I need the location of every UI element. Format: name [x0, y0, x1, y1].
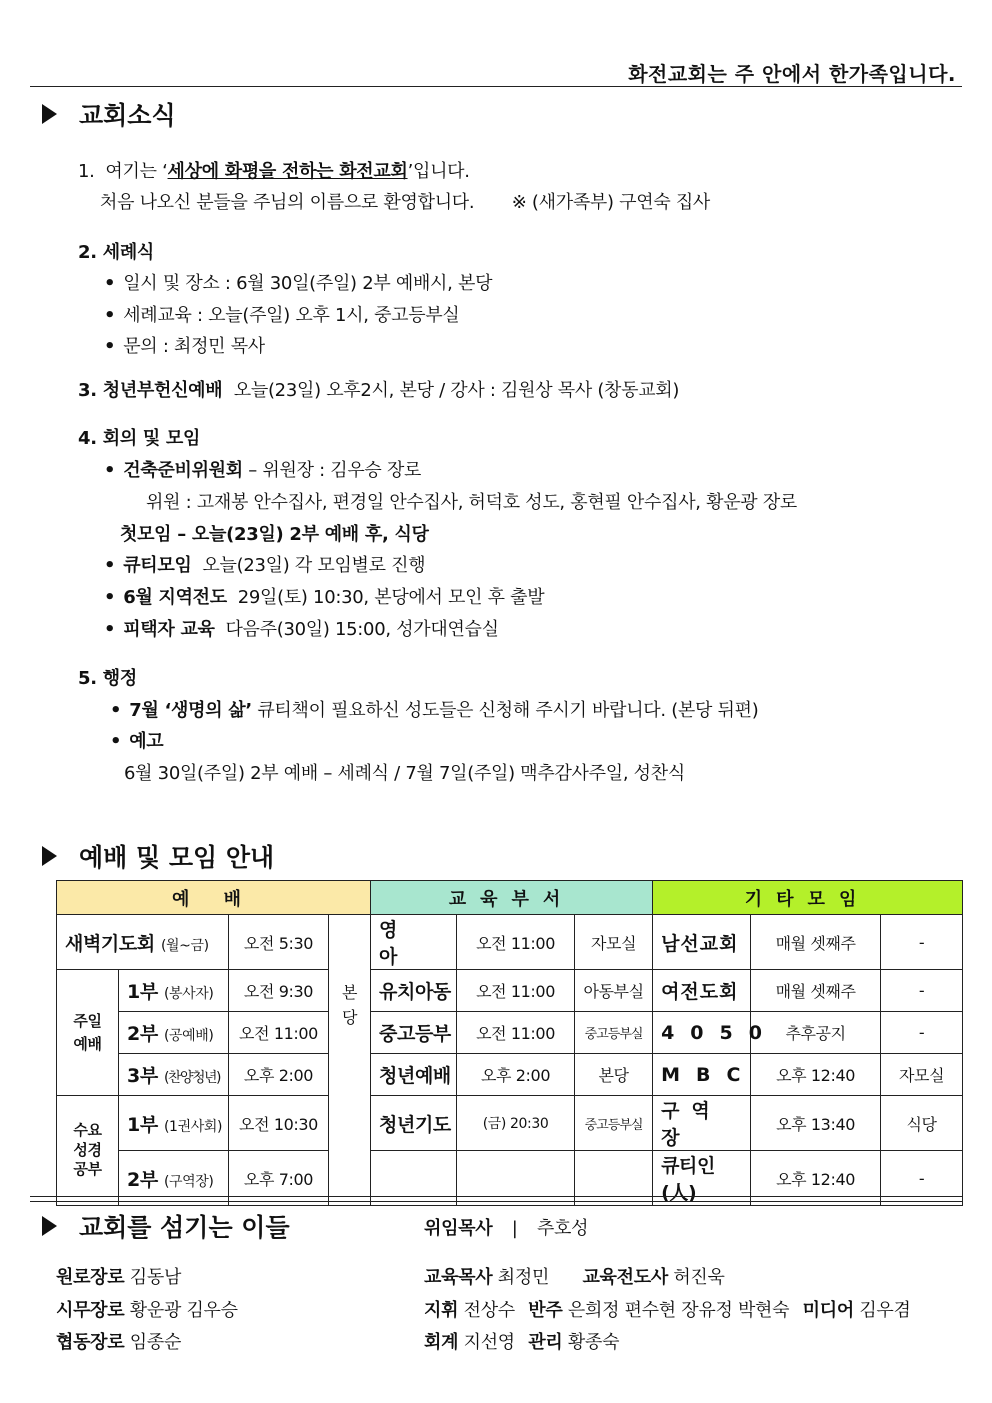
- item2-heading: 2. 세례식: [78, 242, 154, 263]
- table-row: [57, 1151, 963, 1206]
- staff-names: 허진욱: [673, 1267, 725, 1288]
- group-4050: 4050: [653, 1012, 751, 1054]
- item1-pre: 여기는 ‘: [105, 161, 168, 182]
- district-leaders-time: 오후 13:40: [751, 1096, 881, 1151]
- staff-role: 교육목사: [424, 1267, 493, 1288]
- service-1: [119, 970, 229, 1012]
- group-mbc: MBC: [653, 1054, 751, 1096]
- bible-study-1: [119, 1096, 229, 1151]
- worship-text: 예배: [73, 1034, 102, 1053]
- cell-sub: (월~금): [161, 937, 209, 954]
- welcome-text: 처음 나오신 분들을 주님의 이름으로 환영합니다.: [100, 192, 475, 213]
- infant-place: 자모실: [575, 915, 653, 970]
- women-mission-time: 매월 셋째주: [751, 970, 881, 1012]
- wed-text-2: 성경: [73, 1140, 102, 1159]
- service-1-time: 오전 9:30: [229, 970, 329, 1012]
- service-3-time: 오후 2:00: [229, 1054, 329, 1096]
- staff-left-1: [56, 1263, 181, 1289]
- staff-role: 시무장로: [56, 1300, 125, 1321]
- cell-sub: (찬양청년): [164, 1070, 221, 1086]
- cell-sub: (1권사회): [164, 1118, 223, 1135]
- young-adult-worship: 청년예배: [371, 1054, 457, 1096]
- qt-book-text: 큐티책이 필요하신 성도들은 신청해 주시기 바랍니다. (본당 뒤편): [251, 700, 759, 721]
- young-adult-prayer-time: (금) 20:30: [457, 1096, 575, 1151]
- welcome-line: [100, 188, 710, 214]
- youth-dept: 중고등부: [371, 1012, 457, 1054]
- staff-role: 원로장로: [56, 1267, 125, 1288]
- young-adult-prayer: 청년기도: [371, 1096, 457, 1151]
- bible-study-2: [119, 1151, 229, 1206]
- service-3: [119, 1054, 229, 1096]
- group-4050-time: 추후공지: [751, 1012, 881, 1054]
- item4-bullet-2: • 큐티모임 오늘(23일) 각 모임별로 진행: [104, 555, 426, 576]
- infant-time: 오전 11:00: [457, 915, 575, 970]
- table-row: [57, 1096, 963, 1151]
- baptism-contact: 문의 : 최정민 목사: [123, 336, 265, 357]
- bible-study-2-time: 오후 7:00: [229, 1151, 329, 1206]
- evangelism-text: 29일(토) 10:30, 본당에서 모인 후 출발: [237, 587, 545, 608]
- bible-study-1-time: 오전 10:30: [229, 1096, 329, 1151]
- item2-bullet-2: • 세례교육 : 오늘(주일) 오후 1시, 중고등부실: [104, 305, 460, 326]
- senior-pastor: [424, 1214, 588, 1240]
- empty-cell: [457, 1151, 575, 1206]
- staff-role: 관리: [528, 1332, 563, 1353]
- cell-name: 2부: [127, 1023, 158, 1045]
- triangle-bullet-icon: [42, 1216, 57, 1236]
- sunday-text: 주일: [73, 1012, 102, 1030]
- main-hall-cell: [329, 915, 371, 1096]
- young-adult-prayer-place: 중고등부실: [575, 1096, 653, 1151]
- qt-people: 큐티인(人): [653, 1151, 751, 1206]
- table-row: [57, 1054, 963, 1096]
- table-row: [57, 915, 963, 970]
- staff-role: 협동장로: [56, 1332, 125, 1353]
- qt-book-head: 7월 ‘생명의 삶’: [129, 700, 252, 721]
- women-mission-place: -: [881, 970, 963, 1012]
- baptism-education: 세례교육 : 오늘(주일) 오후 1시, 중고등부실: [123, 305, 460, 326]
- youth-dept-place: 중고등부실: [575, 1012, 653, 1054]
- men-mission: 남선교회: [653, 915, 751, 970]
- staff-names: 김동남: [129, 1267, 182, 1288]
- youth-worship-info: 오늘(23일) 오후2시, 본당 / 강사 : 김원상 목사 (창동교회): [233, 380, 680, 401]
- item2-bullet-3: • 문의 : 최정민 목사: [104, 336, 265, 357]
- item5-bullet-1: • 7월 ‘생명의 삶’ 큐티책이 필요하신 성도들은 신청해 주시기 바랍니다. (본당 뒤편): [110, 700, 759, 721]
- item3-heading: 3. 청년부헌신예배: [78, 380, 223, 401]
- young-adult-time: 오후 2:00: [457, 1054, 575, 1096]
- table-row: [57, 970, 963, 1012]
- staff-names: 은희정 편수현 장유정 박현숙: [567, 1300, 790, 1321]
- wednesday-bible-label: [57, 1096, 119, 1206]
- service-2-time: 오전 11:00: [229, 1012, 329, 1054]
- kindergarten-dept: 유치아동: [371, 970, 457, 1012]
- staff-names: 황운광 김우승: [129, 1300, 238, 1321]
- item4-heading: 4. 회의 및 모임: [78, 428, 201, 449]
- item1-post: ’입니다.: [407, 161, 470, 182]
- elect-education-text: 다음주(30일) 15:00, 성가대연습실: [225, 619, 499, 640]
- empty-cell: [575, 1151, 653, 1206]
- separator: |: [511, 1218, 518, 1239]
- committee-first-meeting: 첫모임 – 오늘(23일) 2부 예배 후, 식당: [120, 524, 429, 545]
- section-divider-bottom: [30, 1201, 962, 1202]
- staff-names: 전상수: [463, 1300, 515, 1321]
- baptism-schedule: 일시 및 장소 : 6월 30일(주일) 2부 예배시, 본당: [123, 273, 493, 294]
- item4-bullet-1: • 건축준비위원회 – 위원장 : 김우승 장로: [104, 460, 422, 481]
- staff-role: 지휘: [424, 1300, 459, 1321]
- item5-bullet-2: • 예고: [110, 731, 164, 752]
- youth-dept-time: 오전 11:00: [457, 1012, 575, 1054]
- news-title-text: 교회소식: [79, 101, 176, 130]
- worship-schedule-table: [56, 880, 963, 1206]
- church-slogan: 세상에 화평을 전하는 화전교회: [167, 161, 408, 182]
- group-4050-place: -: [881, 1012, 963, 1054]
- staff-names: 임종순: [129, 1332, 182, 1353]
- new-family-note: ※ (새가족부) 구연숙 집사: [511, 192, 711, 213]
- group-mbc-place: 자모실: [881, 1054, 963, 1096]
- triangle-bullet-icon: [42, 846, 57, 866]
- district-leaders: 구역장: [653, 1096, 751, 1151]
- staff-names: 최정민: [497, 1267, 550, 1288]
- section-divider-top: [30, 1196, 962, 1197]
- cell-sub: (공예배): [164, 1028, 214, 1044]
- empty-cell: [329, 1096, 371, 1206]
- table-row: [57, 1012, 963, 1054]
- notice-head: 예고: [129, 731, 164, 752]
- kindergarten-place: 아동부실: [575, 970, 653, 1012]
- cell-sub: (봉사자): [164, 986, 214, 1002]
- qt-meeting-head: 큐티모임: [123, 555, 192, 576]
- staff-left-3: [56, 1328, 181, 1354]
- motto: 화전교회는 주 안에서 한가족입니다.: [628, 62, 956, 86]
- item-number: 1.: [78, 161, 95, 182]
- staff-names: 황종숙: [567, 1332, 620, 1353]
- item4-bullet-4: • 피택자 교육 다음주(30일) 15:00, 성가대연습실: [104, 619, 499, 640]
- pastor-name: 추호성: [536, 1218, 589, 1239]
- qt-people-place: -: [881, 1151, 963, 1206]
- header-education: 교육부서: [371, 881, 653, 915]
- qt-people-time: 오후 12:40: [751, 1151, 881, 1206]
- staff-role: 회계: [424, 1332, 459, 1353]
- triangle-bullet-icon: [42, 104, 57, 124]
- kindergarten-time: 오전 11:00: [457, 970, 575, 1012]
- district-leaders-place: 식당: [881, 1096, 963, 1151]
- men-mission-place: -: [881, 915, 963, 970]
- cell-sub: (구역장): [164, 1173, 214, 1190]
- cell-name: 1부: [127, 1113, 158, 1136]
- header-divider: [30, 86, 962, 87]
- news-item-1: [78, 157, 470, 183]
- dawn-prayer: [57, 915, 229, 970]
- cell-name: 2부: [127, 1168, 158, 1191]
- news-section-title: [42, 96, 176, 132]
- staff-right-2: [424, 1296, 911, 1322]
- staff-title-text: 교회를 섬기는 이들: [79, 1213, 290, 1242]
- staff-section-title: [42, 1208, 290, 1244]
- empty-cell: [371, 1151, 457, 1206]
- staff-right-3: [424, 1328, 619, 1354]
- staff-names: 지선영: [463, 1332, 515, 1353]
- service-2: [119, 1012, 229, 1054]
- staff-names: 김우겸: [859, 1300, 911, 1321]
- table-header-row: [57, 881, 963, 915]
- worship-section-title: [42, 838, 274, 874]
- item5-heading: 5. 행정: [78, 668, 137, 689]
- staff-left-2: [56, 1296, 238, 1322]
- qt-meeting-text: 오늘(23일) 각 모임별로 진행: [202, 555, 426, 576]
- building-committee: 건축준비위원회: [123, 460, 243, 481]
- main-hall-label: 본 당: [341, 982, 358, 1028]
- men-mission-time: 매월 셋째주: [751, 915, 881, 970]
- notice-text: 6월 30일(주일) 2부 예배 – 세례식 / 7월 7일(주일) 맥추감사주일, 성찬식: [124, 763, 685, 784]
- header-other: 기타모임: [653, 881, 963, 915]
- pastor-role: 위임목사: [424, 1218, 493, 1239]
- committee-members: 위원 : 고재봉 안수집사, 편경일 안수집사, 허덕호 성도, 홍현필 안수집사, 황운광 장로: [146, 492, 797, 513]
- group-mbc-time: 오후 12:40: [751, 1054, 881, 1096]
- item2-bullet-1: • 일시 및 장소 : 6월 30일(주일) 2부 예배시, 본당: [104, 273, 493, 294]
- staff-role: 미디어: [802, 1300, 854, 1321]
- women-mission: 여전도회: [653, 970, 751, 1012]
- cell-name: 새벽기도회: [65, 932, 155, 955]
- item4-bullet-3: • 6월 지역전도 29일(토) 10:30, 본당에서 모인 후 출발: [104, 587, 545, 608]
- dawn-time: 오전 5:30: [229, 915, 329, 970]
- evangelism-head: 6월 지역전도: [123, 587, 227, 608]
- staff-right-1: [424, 1263, 725, 1289]
- sunday-worship-label: [57, 970, 119, 1096]
- staff-role: 교육전도사: [582, 1267, 668, 1288]
- header-worship: 예 배: [57, 881, 371, 915]
- cell-name: 1부: [127, 981, 158, 1003]
- cell-name: 3부: [127, 1065, 158, 1087]
- committee-chair: – 위원장 : 김우승 장로: [242, 460, 422, 481]
- elect-education-head: 피택자 교육: [123, 619, 215, 640]
- wed-text-1: 수요: [73, 1121, 102, 1140]
- worship-title-text: 예배 및 모임 안내: [79, 843, 275, 872]
- young-adult-place: 본당: [575, 1054, 653, 1096]
- infant-dept: 영 아: [371, 915, 457, 970]
- wed-text-3: 공부: [73, 1160, 102, 1179]
- staff-role: 반주: [528, 1300, 563, 1321]
- news-item-3: [78, 376, 679, 402]
